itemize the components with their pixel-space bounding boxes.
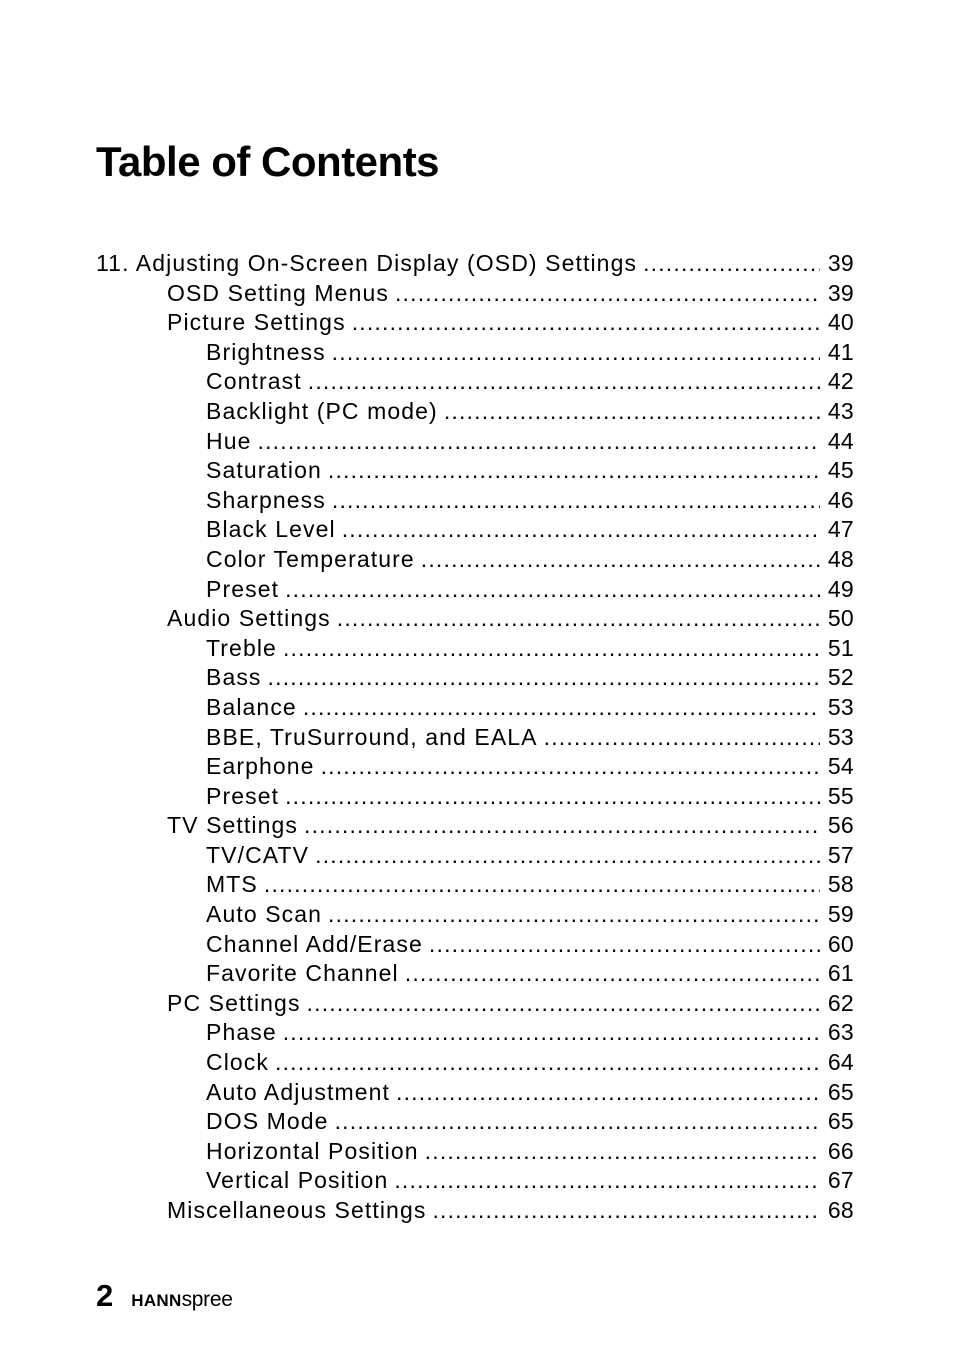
toc-dot-leader bbox=[395, 280, 820, 307]
toc-entry-page: 51 bbox=[827, 634, 854, 661]
toc-entry-page: 52 bbox=[827, 664, 854, 691]
toc-entry[interactable] bbox=[96, 487, 854, 517]
toc-entry-label: Earphone bbox=[206, 753, 315, 780]
toc-dot-leader bbox=[307, 990, 820, 1017]
page-title: Table of Contents bbox=[96, 138, 440, 185]
toc-entry[interactable] bbox=[96, 842, 854, 872]
toc-dot-leader bbox=[303, 694, 820, 721]
toc-entry[interactable] bbox=[96, 901, 854, 931]
toc-entry-page: 43 bbox=[827, 397, 854, 424]
toc-entry-label: Auto Adjustment bbox=[206, 1078, 390, 1105]
toc-entry[interactable] bbox=[96, 960, 854, 990]
toc-entry-page: 59 bbox=[827, 901, 854, 928]
toc-dot-leader bbox=[342, 516, 820, 543]
toc-dot-leader bbox=[405, 960, 820, 987]
toc-entry-page: 49 bbox=[827, 575, 854, 602]
toc-entry-label: Phase bbox=[206, 1019, 277, 1046]
brand-logo bbox=[131, 1288, 232, 1312]
toc-dot-leader bbox=[432, 1197, 819, 1224]
brand-logo-bold: HANN bbox=[131, 1291, 182, 1310]
toc-dot-leader bbox=[396, 1079, 820, 1106]
table-of-contents bbox=[96, 250, 854, 1227]
toc-entry-page: 64 bbox=[827, 1049, 854, 1076]
toc-entry-page: 58 bbox=[827, 871, 854, 898]
toc-entry[interactable] bbox=[96, 428, 854, 458]
toc-entry[interactable] bbox=[96, 1138, 854, 1168]
toc-entry-page: 41 bbox=[827, 338, 854, 365]
toc-entry[interactable] bbox=[96, 546, 854, 576]
page-footer bbox=[96, 1278, 233, 1314]
toc-entry-page: 45 bbox=[827, 457, 854, 484]
toc-entry-page: 62 bbox=[827, 989, 854, 1016]
toc-dot-leader bbox=[268, 664, 820, 691]
toc-entry-page: 46 bbox=[827, 486, 854, 513]
toc-entry[interactable] bbox=[96, 339, 854, 369]
toc-entry[interactable] bbox=[96, 309, 854, 339]
toc-dot-leader bbox=[321, 753, 820, 780]
toc-dot-leader bbox=[643, 250, 820, 277]
toc-entry-page: 63 bbox=[827, 1019, 854, 1046]
toc-entry[interactable] bbox=[96, 1108, 854, 1138]
toc-entry-label: Saturation bbox=[206, 457, 322, 484]
toc-entry-label: Backlight (PC mode) bbox=[206, 397, 438, 424]
toc-entry-label: Auto Scan bbox=[206, 901, 323, 928]
toc-dot-leader bbox=[304, 812, 820, 839]
toc-entry-label: Treble bbox=[206, 634, 277, 661]
toc-entry[interactable] bbox=[96, 664, 854, 694]
toc-entry-page: 44 bbox=[827, 427, 854, 454]
toc-entry[interactable] bbox=[96, 398, 854, 428]
toc-dot-leader bbox=[421, 546, 820, 573]
toc-entry-page: 65 bbox=[827, 1078, 854, 1105]
toc-entry-label: Favorite Channel bbox=[206, 960, 399, 987]
toc-entry-page: 50 bbox=[827, 605, 854, 632]
toc-entry-label: Miscellaneous Settings bbox=[167, 1197, 427, 1223]
toc-entry-page: 60 bbox=[827, 930, 854, 957]
toc-entry-page: 39 bbox=[827, 250, 854, 276]
toc-entry-label: PC Settings bbox=[167, 989, 301, 1016]
toc-entry-page: 53 bbox=[827, 723, 854, 750]
toc-entry-page: 57 bbox=[827, 841, 854, 868]
toc-dot-leader bbox=[328, 901, 820, 928]
toc-entry-label: Horizontal Position bbox=[206, 1137, 419, 1164]
toc-dot-leader bbox=[332, 487, 820, 514]
toc-dot-leader bbox=[394, 1167, 819, 1194]
toc-entry-label: Vertical Position bbox=[206, 1167, 389, 1194]
toc-entry[interactable] bbox=[96, 250, 854, 280]
toc-entry-label: Channel Add/Erase bbox=[206, 930, 423, 957]
toc-entry-label: Audio Settings bbox=[167, 605, 331, 632]
toc-entry-label: TV/CATV bbox=[206, 841, 310, 868]
toc-entry-page: 48 bbox=[827, 545, 854, 572]
toc-entry[interactable] bbox=[96, 368, 854, 398]
toc-entry[interactable] bbox=[96, 1197, 854, 1227]
brand-logo-light: spree bbox=[181, 1288, 233, 1311]
toc-entry-label: Brightness bbox=[206, 338, 326, 365]
toc-entry-label: Hue bbox=[206, 427, 252, 454]
toc-entry-page: 40 bbox=[827, 309, 854, 336]
toc-dot-leader bbox=[337, 605, 820, 632]
toc-dot-leader bbox=[332, 339, 820, 366]
toc-dot-leader bbox=[283, 635, 820, 662]
toc-dot-leader bbox=[258, 428, 820, 455]
toc-dot-leader bbox=[328, 457, 820, 484]
toc-entry-label: DOS Mode bbox=[206, 1108, 329, 1135]
toc-dot-leader bbox=[285, 576, 820, 603]
toc-entry-label: Sharpness bbox=[206, 486, 326, 513]
toc-entry[interactable] bbox=[96, 753, 854, 783]
toc-entry-label: BBE, TruSurround, and EALA bbox=[206, 723, 538, 750]
toc-entry-label: Picture Settings bbox=[167, 309, 346, 336]
toc-dot-leader bbox=[308, 368, 820, 395]
toc-dot-leader bbox=[285, 783, 820, 810]
toc-entry[interactable] bbox=[96, 605, 854, 635]
toc-entry-page: 55 bbox=[827, 782, 854, 809]
toc-entry[interactable] bbox=[96, 931, 854, 961]
toc-entry[interactable] bbox=[96, 694, 854, 724]
toc-entry-page: 67 bbox=[827, 1167, 854, 1194]
toc-dot-leader bbox=[283, 1019, 820, 1046]
toc-entry[interactable] bbox=[96, 812, 854, 842]
toc-entry-label: Balance bbox=[206, 693, 297, 720]
toc-entry[interactable] bbox=[96, 457, 854, 487]
toc-entry-label: TV Settings bbox=[167, 812, 298, 839]
toc-entry-label: Preset bbox=[206, 575, 280, 602]
toc-entry-label: Clock bbox=[206, 1049, 270, 1076]
toc-dot-leader bbox=[544, 724, 820, 751]
toc-entry-page: 53 bbox=[827, 693, 854, 720]
toc-entry-page: 42 bbox=[827, 368, 854, 395]
toc-entry-label: Black Level bbox=[206, 516, 336, 543]
toc-entry[interactable] bbox=[96, 576, 854, 606]
toc-entry-page: 54 bbox=[827, 753, 854, 780]
toc-entry-page: 61 bbox=[827, 960, 854, 987]
toc-dot-leader bbox=[444, 398, 820, 425]
toc-entry-label: Color Temperature bbox=[206, 545, 415, 572]
toc-entry-page: 66 bbox=[827, 1137, 854, 1164]
toc-dot-leader bbox=[275, 1049, 820, 1076]
toc-entry-label: OSD Setting Menus bbox=[167, 279, 389, 306]
toc-entry[interactable] bbox=[96, 1079, 854, 1109]
toc-entry[interactable] bbox=[96, 1049, 854, 1079]
toc-dot-leader bbox=[352, 309, 820, 336]
toc-entry-label: MTS bbox=[206, 871, 258, 898]
toc-entry[interactable] bbox=[96, 783, 854, 813]
toc-dot-leader bbox=[429, 931, 820, 958]
toc-entry-page: 56 bbox=[827, 812, 854, 839]
toc-entry-label: 11. Adjusting On-Screen Display (OSD) Settings bbox=[96, 250, 638, 276]
toc-entry[interactable] bbox=[96, 1019, 854, 1049]
toc-dot-leader bbox=[335, 1108, 820, 1135]
page-number: 2 bbox=[96, 1278, 114, 1313]
toc-entry[interactable] bbox=[96, 724, 854, 754]
toc-entry[interactable] bbox=[96, 516, 854, 546]
toc-entry-page: 39 bbox=[827, 279, 854, 306]
toc-dot-leader bbox=[264, 871, 820, 898]
toc-dot-leader bbox=[425, 1138, 820, 1165]
toc-entry-page: 68 bbox=[827, 1197, 854, 1223]
toc-entry-page: 47 bbox=[827, 516, 854, 543]
toc-entry-label: Preset bbox=[206, 782, 280, 809]
toc-entry[interactable] bbox=[96, 280, 854, 310]
toc-entry-label: Bass bbox=[206, 664, 262, 691]
toc-entry-page: 65 bbox=[827, 1108, 854, 1135]
toc-dot-leader bbox=[315, 842, 820, 869]
toc-entry[interactable] bbox=[96, 635, 854, 665]
toc-entry[interactable] bbox=[96, 990, 854, 1020]
toc-entry[interactable] bbox=[96, 871, 854, 901]
toc-entry-label: Contrast bbox=[206, 368, 302, 395]
toc-entry[interactable] bbox=[96, 1167, 854, 1197]
